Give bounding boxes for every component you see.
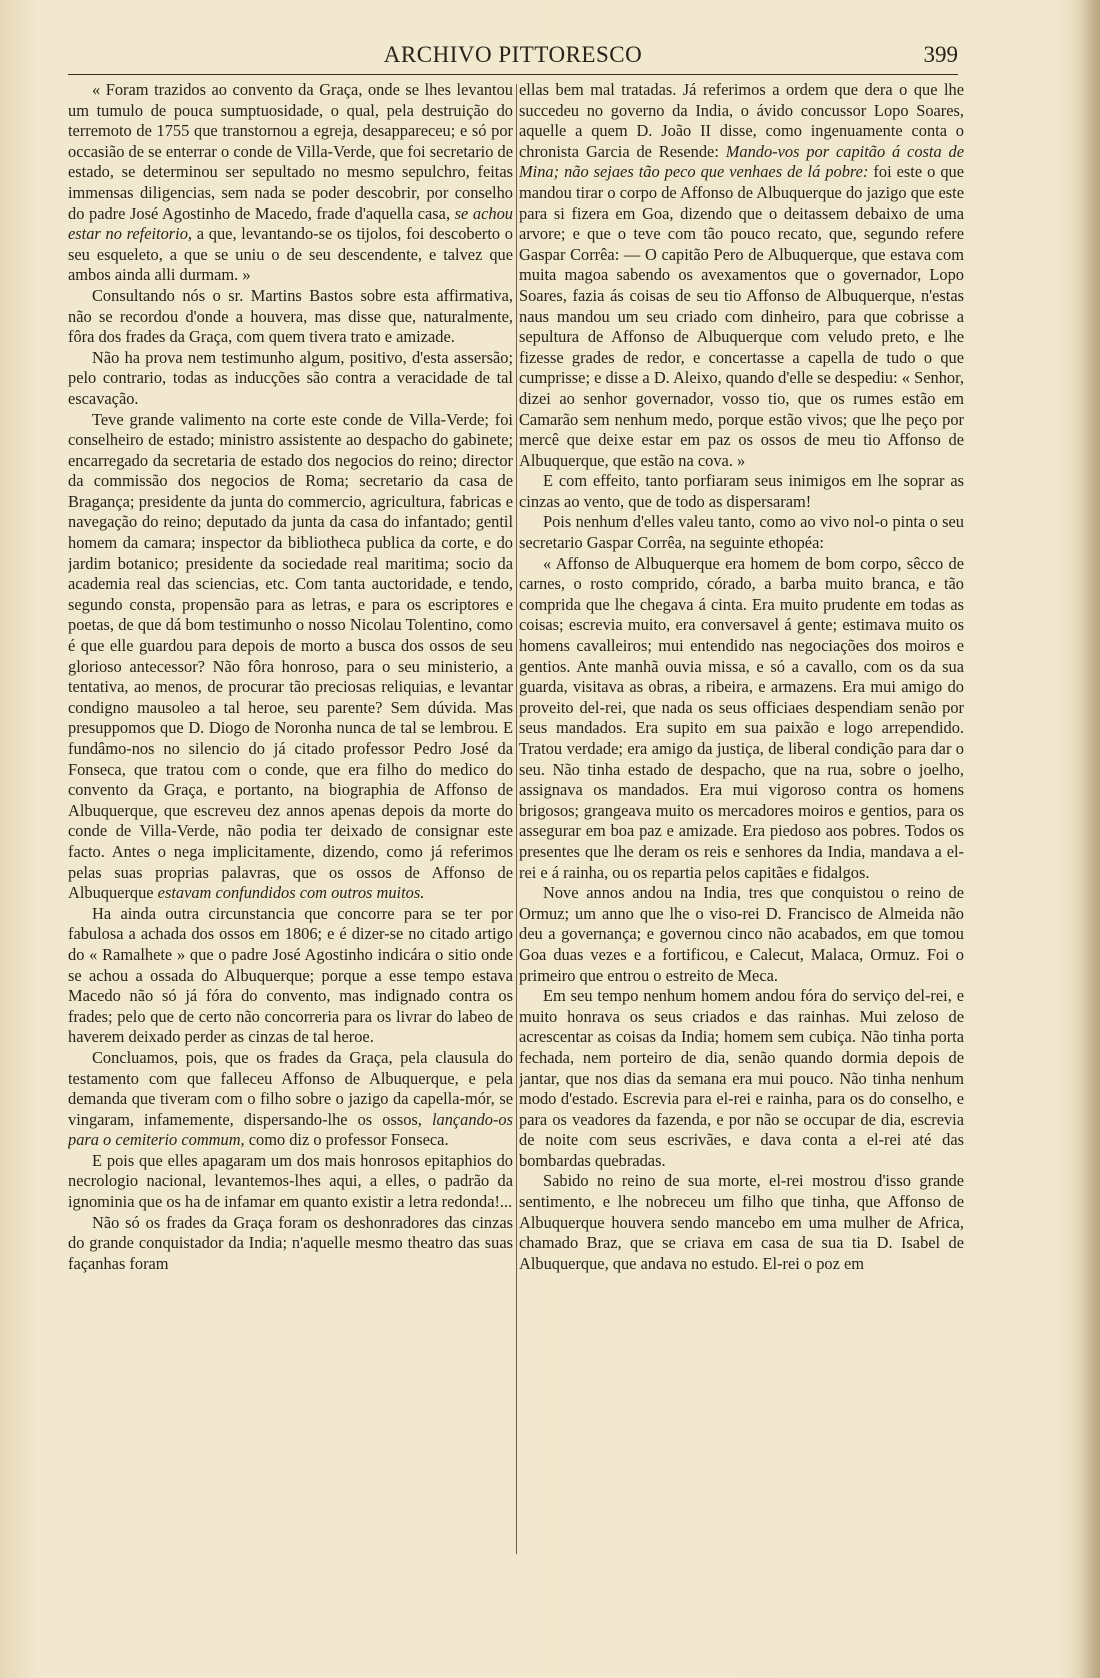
column-divider: [516, 84, 517, 1554]
page-edge-shadow: [1078, 0, 1100, 1678]
paragraph: Nove annos andou na India, tres que conquistou o reino de Ormuz; um anno que lhe o viso-rei D. Francisco de Almeida não deu a governança; e governou cinco não acabados, em que tomou Goa duas vezes e a fortificou, e Calecut, Malaca, Ormuz. Foi o primeiro que entrou o estreito de Meca.: [519, 883, 964, 985]
italic-phrase: lançando-os para o cemiterio commum,: [68, 1109, 513, 1150]
paragraph: E com effeito, tanto porfiaram seus inimigos em lhe soprar as cinzas ao vento, que de todo as dispersaram!: [519, 471, 964, 511]
paragraph: Consultando nós o sr. Martins Bastos sobre esta affirmativa, não se recordou d'onde a houvera, mas disse que, naturalmente, fôra dos frades da Graça, com quem tivera trato e amizade.: [68, 285, 513, 347]
italic-phrase: se achou estar no refeitorio,: [68, 203, 513, 244]
paragraph: Ha ainda outra circunstancia que concorre para se ter por fabulosa a achada dos ossos em 1806; e é dizer-se no citado artigo do « Ramalhete » que o padre José Agostinho indicára o sitio onde se achou a ossada do Albuquerque; porque a esse tempo estava Macedo não só já fóra do convento, mas indignado contra os frades; pelo que de certo não concorreria para os livrar do labeo de haverem deixado perder as cinzas de tal heroe.: [68, 903, 513, 1047]
italic-phrase: Mando-vos por capitão á costa de Mina; não sejaes tão peco que venhaes de lá pobre:: [519, 141, 964, 182]
paragraph: Em seu tempo nenhum homem andou fóra do serviço del-rei, e muito honrava os seus criados e das rainhas. Mui zeloso de acrescentar as coisas da India; homem sem cubiça. Não tinha porta fechada, nem porteiro de dia, senão quando dormia depois de jantar, que nos dias da semana era mui pouco. Não tinha nenhum modo d'estado. Escrevia para el-rei e rainha, para os do conselho, e para os veadores da fazenda, e por não se occupar de dia, escrevia de noite com seus escrivães, e dava conta a el-rei até das bombardas quebradas.: [519, 986, 964, 1170]
page-header: [68, 40, 958, 75]
paragraph: « Foram trazidos ao convento da Graça, onde se lhes levantou um tumulo de pouca sumptuosidade, o qual, pela destruição do terremoto de 1755 que transtornou a egreja, desappareceu; e só por occasião de se enterrar o conde de Villa-Verde, que foi secretario de estado, se determinou ser sepultado no mesmo sepulchro, feitas immensas diligencias, sem nada se poder descobrir, por conselho do padre José Agostinho de Macedo, frade d'aquella casa, se achou estar no refeitorio, a que, levantando-se os tijolos, foi descoberto o seu esqueleto, a que se uniu o de seu descendente, e talvez que ambos ainda alli durmam. »: [68, 80, 513, 285]
page-number: 399: [923, 42, 958, 67]
paragraph: Não só os frades da Graça foram os deshonradores das cinzas do grande conquistador da India; n'aquelle mesmo theatro das suas façanhas foram: [68, 1212, 513, 1273]
italic-phrase: estavam confundidos com outros muitos.: [157, 883, 425, 903]
paragraph: Teve grande valimento na corte este conde de Villa-Verde; foi conselheiro de estado; ministro assistente ao despacho do gabinete; encarregado da secretaria de estado dos negocios do reino; director da commissão dos negocios de Roma; secretario da casa de Bragança; presidente da junta do commercio, agricultura, fabricas e navegação do reino; deputado da junta da casa do infantado; gentil homem da camara; inspector da bibliotheca publica da corte, e do jardim botanico; presidente da sociedade real maritima; socio da academia real das sciencias, etc. Com tanta auctoridade, e tendo, segundo consta, propensão para as letras, e para os escriptores e poetas, de que dá bom testimunho o nosso Nicolau Tolentino, como é que elle guardou para depois de morto a busca dos ossos de seu glorioso antecessor? Não fôra honroso, para o seu ministerio, a tentativa, ao menos, de procurar tão preciosas reliquias, e levantar condigno mausoleo a tal heroe, seu parente? Sem dúvida. Mas presuppomos que D. Diogo de Noronha nunca de tal se lembrou. E fundâmo-nos no silencio do já citado professor Pedro José da Fonseca, que tratou com o conde, que era filho do medico do convento da Graça, e portanto, na biographia de Affonso de Albuquerque, que escreveu dez annos apenas depois da morte do conde de Villa-Verde, não podia ter deixado de consignar este facto. Antes o nega implicitamente, dizendo, como já referimos pelas suas proprias palavras, que os ossos de Affonso de Albuquerque estavam confundidos com outros muitos.: [68, 409, 513, 903]
paragraph: Não ha prova nem testimunho algum, positivo, d'esta assersão; pelo contrario, todas as inducções são contra a veracidade de tal escavação.: [68, 347, 513, 408]
paragraph: E pois que elles apagaram um dos mais honrosos epitaphios do necrologio nacional, levantemos-lhes aqui, a elles, o padrão da ignominia que os ha de infamar em quanto existir a letra redonda!...: [68, 1150, 513, 1212]
left-column: [68, 80, 513, 1560]
paragraph: ellas bem mal tratadas. Já referimos a ordem que dera o que lhe succedeu no governo da India, o ávido concussor Lopo Soares, aquelle a quem D. João II disse, como ingenuamente conta o chronista Garcia de Resende: Mando-vos por capitão á costa de Mina; não sejaes tão peco que venhaes de lá pobre: foi este o que mandou tirar o corpo de Affonso de Albuquerque do jazigo que este para si fizera em Goa, dizendo que o deitassem debaixo de uma arvore; e que o teve com tão pouco recato, que, segundo refere Gaspar Corrêa: — O capitão Pero de Albuquerque, que estava com muita magoa sabendo os avexamentos que o governador, Lopo Soares, fazia ás coisas de seu tio Affonso de Albuquerque, n'estas naus mandou um seu criado com dinheiro, para que cobrisse a sepultura de Affonso de Albuquerque com veludo preto, e lhe fizesse grades de redor, e concertasse a capella de tudo o que cumprisse; e disse a D. Aleixo, quando d'elle se despediu: « Senhor, dizei ao senhor governador, vosso tio, que os rumes estão em Camarão sem nenhum medo, porque estão vivos; que lhe peço por mercê que deixe estar em paz os ossos de meu tio Affonso de Albuquerque, que estão na cova. »: [519, 80, 964, 470]
paragraph: Concluamos, pois, que os frades da Graça, pela clausula do testamento com que falleceu Affonso de Albuquerque, e pela demanda que tiveram com o filho sobre o jazigo da capella-mór, se vingaram, infamemente, dispersando-lhe os ossos, lançando-os para o cemiterio commum, como diz o professor Fonseca.: [68, 1047, 513, 1150]
right-column: [519, 80, 964, 1560]
paragraph: Sabido no reino de sua morte, el-rei mostrou d'isso grande sentimento, e lhe nobreceu um filho que tinha, que Affonso de Albuquerque houvera sendo mancebo em uma mulher de Africa, chamado Braz, que se criava em casa de sua tia D. Isabel de Albuquerque, que andava no estudo. El-rei o poz em: [519, 1171, 964, 1273]
publication-title: ARCHIVO PITTORESCO: [383, 42, 643, 67]
paragraph: « Affonso de Albuquerque era homem de bom corpo, sêcco de carnes, o rosto comprido, córado, a barba muito branca, e tão comprida que lhe chegava á cinta. Era muito prudente em todas as coisas; escrevia muito, era conversavel á gente; estimava muito os homens cavalleiros; mui entendido nas negociações dos moiros e gentios. Ante manhã ouvia missa, e só a cavallo, com os da sua guarda, visitava as obras, a ribeira, e armazens. Era mui amigo do proveito del-rei, que nada os seus officiaes despendiam senão por seus mandados. Era supito em sua paixão e logo arrependido. Tratou verdade; era amigo da justiça, de liberal condição para dar o seu. Não tinha estado de despacho, que na rua, sobre o joelho, assignava os mandados. Era mui vigoroso contra os homens brigosos; grangeava muito os mercadores moiros e gentios, para os assegurar em boa paz e amizade. Era piedoso aos pobres. Todos os presentes que lhe deram os reis e senhores da India, mandava a el-rei e á rainha, ou os repartia pelos capitães e fidalgos.: [519, 553, 964, 882]
paragraph: Pois nenhum d'elles valeu tanto, como ao vivo nol-o pinta o seu secretario Gaspar Corrêa, na seguinte ethopéa:: [519, 512, 964, 553]
